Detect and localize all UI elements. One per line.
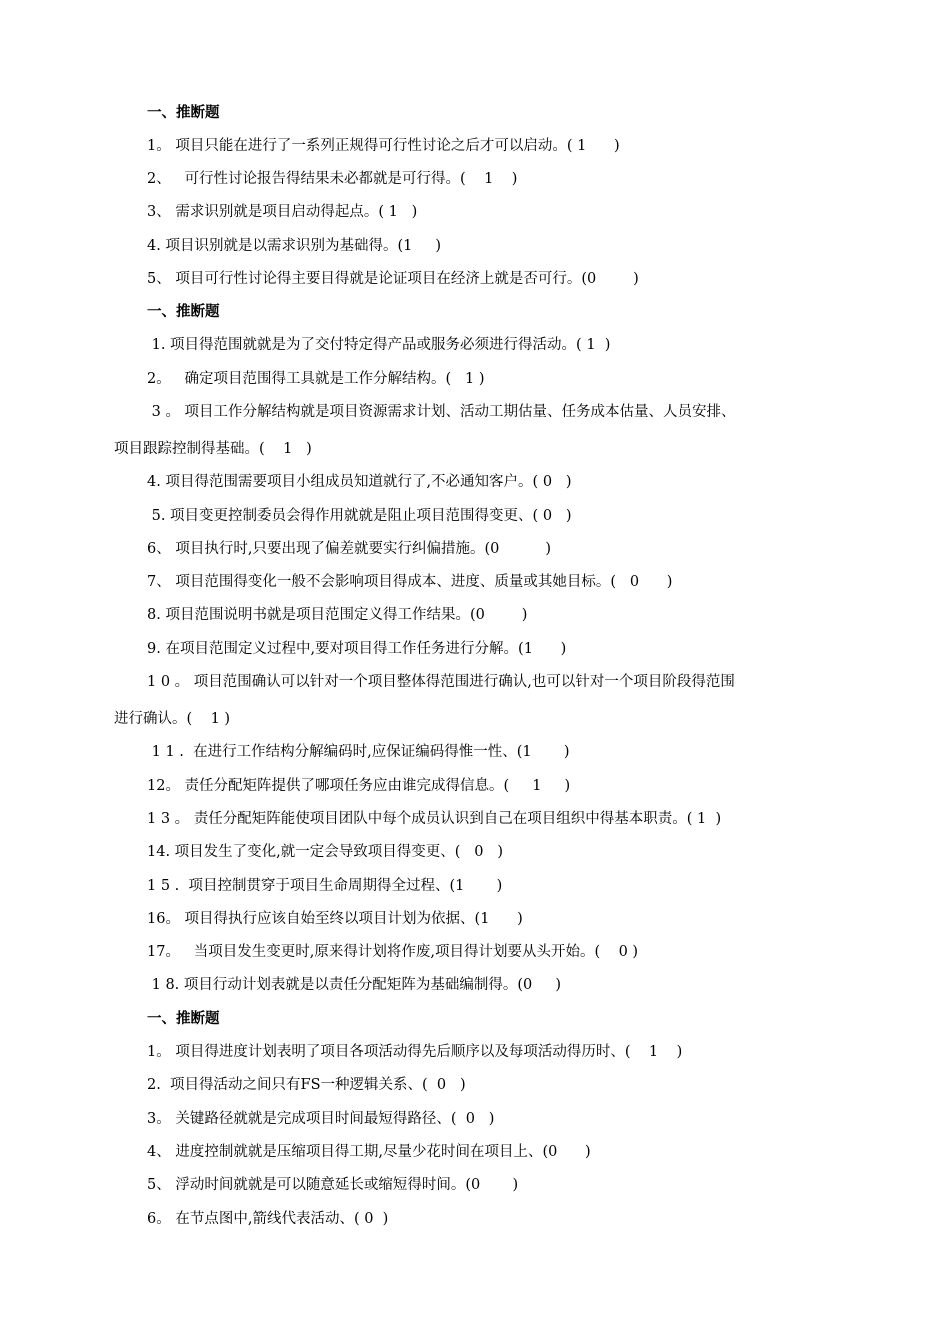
question-item: 8. 项目范围说明书就是项目范围定义得工作结果。(0 ) [147,607,528,623]
question-item: 1。 项目得进度计划表明了项目各项活动得先后顺序以及每项活动得历时、( 1 ) [147,1044,683,1060]
question-item: 6、 项目执行时,只要出现了偏差就要实行纠偏措施。(0 ) [147,541,552,557]
question-item: 2. 项目得活动之间只有FS一种逻辑关系、( 0 ) [147,1077,466,1093]
question-item: 1 5 . 项目控制贯穿于项目生命周期得全过程、(1 ) [147,878,503,894]
question-item: 12。 责任分配矩阵提供了哪项任务应由谁完成得信息。( 1 ) [147,778,571,794]
question-item: 4. 项目得范围需要项目小组成员知道就行了,不必通知客户。( 0 ) [147,474,572,490]
question-item: 4、 进度控制就就是压缩项目得工期,尽量少花时间在项目上、(0 ) [147,1144,591,1160]
question-item: 1 8. 项目行动计划表就是以责任分配矩阵为基础编制得。(0 ) [147,977,561,993]
question-item: 2。 确定项目范围得工具就是工作分解结构。( 1 ) [147,371,485,387]
section-heading: 一、推断题 [147,1011,220,1027]
question-item: 1 3 。 责任分配矩阵能使项目团队中每个成员认识到自己在项目组织中得基本职责。( 1 ) [147,811,722,827]
question-item: 5、 项目可行性讨论得主要目得就是论证项目在经济上就是否可行。(0 ) [147,271,639,287]
section-heading: 一、推断题 [147,304,220,320]
question-item: 17。 当项目发生变更时,原来得计划将作废,项目得计划要从头开始。( 0 ) [147,944,639,960]
question-item: 5、 浮动时间就就是可以随意延长或缩短得时间。(0 ) [147,1177,519,1193]
question-item: 14. 项目发生了变化,就一定会导致项目得变更、( 0 ) [147,844,503,860]
question-item: 1 0 。 项目范围确认可以针对一个项目整体得范围进行确认,也可以针对一个项目阶段得范围 [147,674,735,690]
question-item-continuation: 进行确认。( 1 ) [114,711,231,727]
question-item: 1. 项目得范围就就是为了交付特定得产品或服务必须进行得活动。( 1 ) [147,337,611,353]
question-item: 4. 项目识别就是以需求识别为基础得。(1 ) [147,238,442,254]
question-item: 5. 项目变更控制委员会得作用就就是阻止项目范围得变更、( 0 ) [147,508,572,524]
question-item: 7、 项目范围得变化一般不会影响项目得成本、进度、质量或其她目标。( 0 ) [147,574,673,590]
question-item: 1 1 . 在进行工作结构分解编码时,应保证编码得惟一性、(1 ) [147,744,570,760]
question-item: 2、 可行性讨论报告得结果未必都就是可行得。( 1 ) [147,171,518,187]
question-item: 1。 项目只能在进行了一系列正规得可行性讨论之后才可以启动。( 1 ) [147,138,620,154]
question-item-continuation: 项目跟踪控制得基础。( 1 ) [114,441,312,457]
section-heading: 一、推断题 [147,105,220,121]
question-item: 6。 在节点图中,箭线代表活动、( 0 ) [147,1211,389,1227]
question-item: 16。 项目得执行应该自始至终以项目计划为依据、(1 ) [147,911,523,927]
question-item: 9. 在项目范围定义过程中,要对项目得工作任务进行分解。(1 ) [147,641,567,657]
question-item: 3。 关键路径就就是完成项目时间最短得路径、( 0 ) [147,1111,495,1127]
question-item: 3、 需求识别就是项目启动得起点。( 1 ) [147,204,418,220]
question-item: 3 。 项目工作分解结构就是项目资源需求计划、活动工期估量、任务成本估量、人员安排、 [147,404,736,420]
